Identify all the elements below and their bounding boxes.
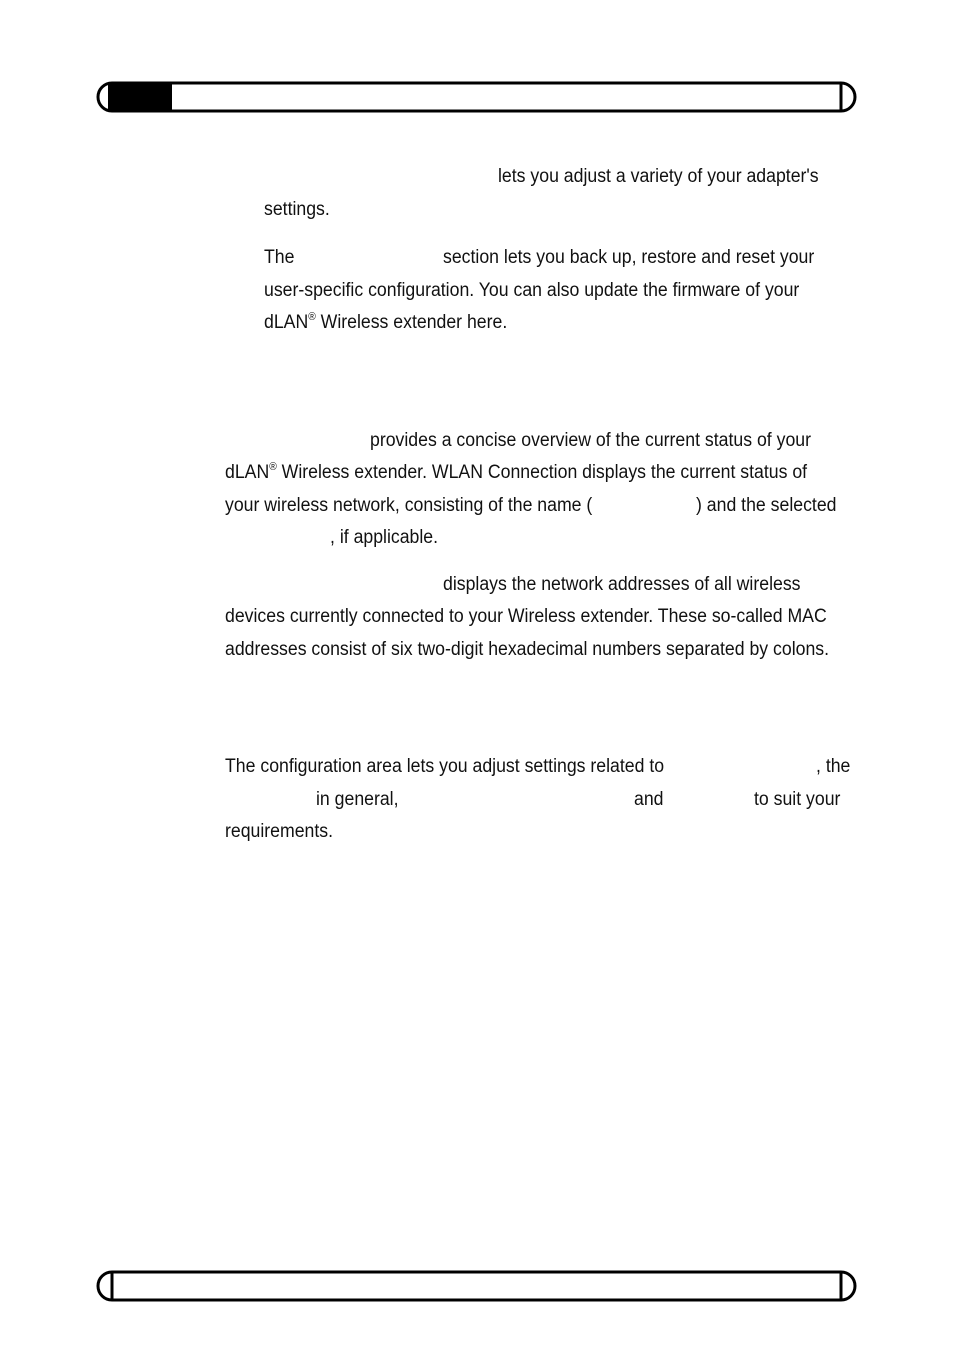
p5-line2b: and xyxy=(634,789,664,810)
registered-mark: ® xyxy=(269,461,277,473)
p1-line1: lets you adjust a variety of your adapter's xyxy=(498,166,819,187)
registered-mark: ® xyxy=(308,311,316,323)
p4-line3: addresses consist of six two-digit hexadecimal numbers separated by colons. xyxy=(225,639,830,660)
p2-line2: user-specific configuration. You can also update the firmware of your xyxy=(264,280,800,301)
p4-line1: displays the network addresses of all wireless xyxy=(443,574,801,595)
p3-line1: provides a concise overview of the current status of your xyxy=(370,430,811,451)
p4-line2: devices currently connected to your Wireless extender. These so-called MAC xyxy=(225,606,827,627)
p1-line2: settings. xyxy=(264,199,330,220)
p5-line1b: , the xyxy=(816,756,851,777)
p3-line3b: ) and the selected xyxy=(696,495,837,516)
p5-line2c: to suit your xyxy=(754,789,841,810)
header-bar xyxy=(96,81,859,113)
p5-line2a: in general, xyxy=(316,789,399,810)
footer-bar xyxy=(96,1270,859,1302)
p5-line1a: The configuration area lets you adjust settings related to xyxy=(225,756,665,777)
p2-line3: dLAN® Wireless extender here. xyxy=(264,311,508,333)
p2-line1b: section lets you back up, restore and reset your xyxy=(443,247,815,268)
p2-line1a: The xyxy=(264,247,295,268)
p3-line2: dLAN® Wireless extender. WLAN Connection displays the current status of xyxy=(225,461,808,483)
p5-line3: requirements. xyxy=(225,821,334,842)
p3-line3a: your wireless network, consisting of the name ( xyxy=(225,495,593,516)
p3-line4: , if applicable. xyxy=(330,527,439,548)
